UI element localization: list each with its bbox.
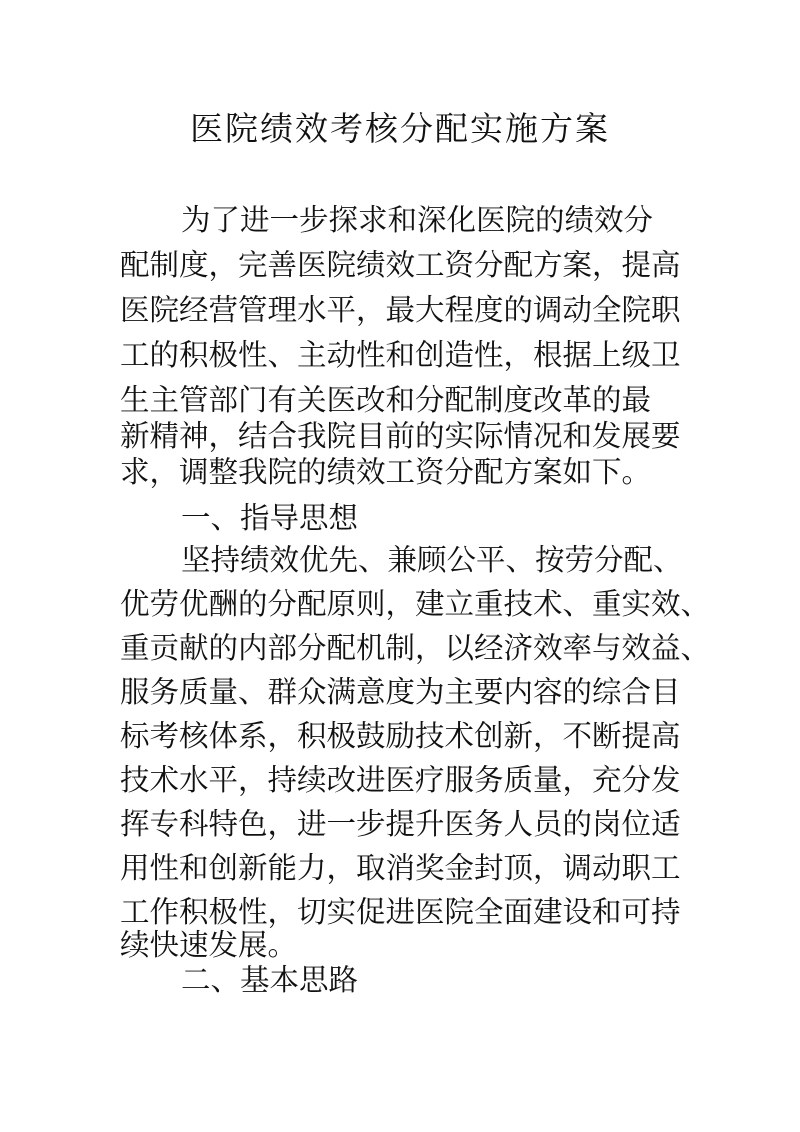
paragraph-line: 新精神，结合我院目前的实际情况和发展要 — [120, 419, 681, 453]
section-heading: 一、指导思想 — [181, 501, 359, 535]
paragraph-line: 坚持绩效优先、兼顾公平、按劳分配、 — [181, 543, 683, 577]
paragraph-line: 技术水平，持续改进医疗服务质量，充分发 — [120, 763, 681, 797]
paragraph-line: 挥专科特色，进一步提升医务人员的岗位适 — [120, 807, 681, 841]
paragraph-line: 工作积极性，切实促进医院全面建设和可持 — [120, 895, 681, 929]
paragraph-line: 配制度，完善医院绩效工资分配方案，提高 — [120, 248, 681, 282]
paragraph-line: 求，调整我院的绩效工资分配方案如下。 — [120, 455, 652, 489]
paragraph-line: 服务质量、群众满意度为主要内容的综合目 — [120, 675, 681, 709]
paragraph-line: 标考核体系，积极鼓励技术创新，不断提高 — [120, 719, 681, 753]
paragraph-line: 重贡献的内部分配机制，以经济效率与效益、 — [120, 631, 711, 665]
paragraph-line: 生主管部门有关医改和分配制度改革的最 — [120, 383, 652, 417]
paragraph-line: 为了进一步探求和深化医院的绩效分 — [181, 203, 654, 237]
paragraph-line: 续快速发展。 — [120, 928, 298, 962]
document-title: 医院绩效考核分配实施方案 — [190, 109, 610, 148]
paragraph-line: 用性和创新能力，取消奖金封顶，调动职工 — [120, 851, 681, 885]
section-heading: 二、基本思路 — [181, 963, 359, 997]
paragraph-line: 优劳优酬的分配原则，建立重技术、重实效、 — [120, 587, 711, 621]
paragraph-line: 工的积极性、主动性和创造性，根据上级卫 — [120, 338, 681, 372]
paragraph-line: 医院经营管理水平，最大程度的调动全院职 — [120, 293, 681, 327]
